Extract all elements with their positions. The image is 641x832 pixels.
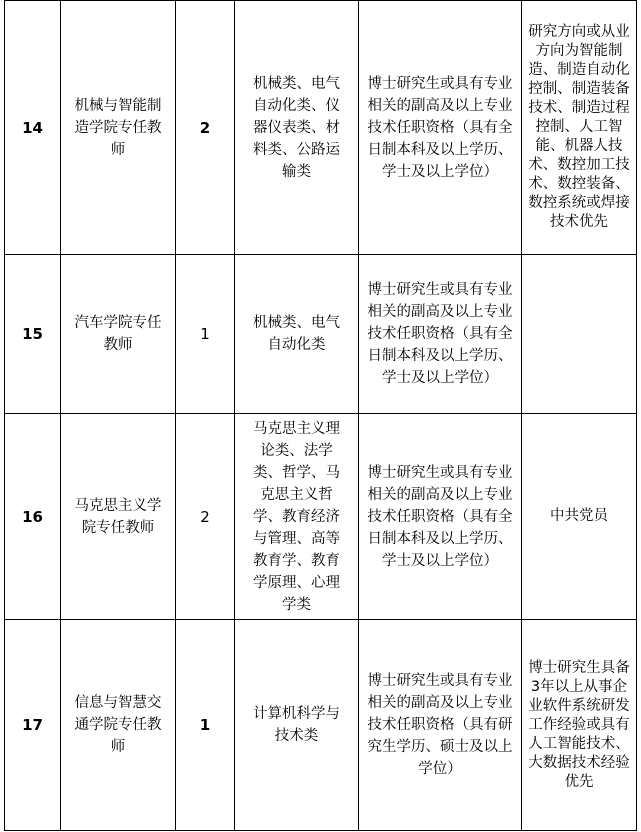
hiring-count: 2 — [176, 1, 235, 255]
recruitment-table — [4, 0, 637, 831]
other-requirement: 研究方向或从业方向为智能制造、制造自动化控制、制造装备技术、制造过程控制、人工智能、机器人技术、数控加工技术、数控装备、数控系统或焊接技术优先 — [522, 1, 637, 255]
table-row — [5, 620, 637, 831]
row-number: 15 — [5, 255, 61, 414]
qualification-requirement: 博士研究生或具有专业相关的副高及以上专业技术任职资格（具有全日制本科及以上学历、学士及以上学位） — [359, 414, 522, 620]
other-requirement — [522, 255, 637, 414]
hiring-count: 1 — [176, 620, 235, 831]
row-number: 17 — [5, 620, 61, 831]
position-name: 汽车学院专任教师 — [61, 255, 176, 414]
position-name: 机械与智能制造学院专任教师 — [61, 1, 176, 255]
hiring-count: 2 — [176, 414, 235, 620]
major-requirement: 计算机科学与技术类 — [235, 620, 359, 831]
table-row — [5, 255, 637, 414]
other-requirement: 博士研究生具备3年以上从事企业软件系统研发工作经验或具有人工智能技术、大数据技术经验优先 — [522, 620, 637, 831]
qualification-requirement: 博士研究生或具有专业相关的副高及以上专业技术任职资格（具有全日制本科及以上学历、学士及以上学位） — [359, 1, 522, 255]
position-name: 马克思主义学院专任教师 — [61, 414, 176, 620]
position-name: 信息与智慧交通学院专任教师 — [61, 620, 176, 831]
major-requirement: 机械类、电气自动化类 — [235, 255, 359, 414]
other-requirement: 中共党员 — [522, 414, 637, 620]
hiring-count: 1 — [176, 255, 235, 414]
table-row — [5, 414, 637, 620]
qualification-requirement: 博士研究生或具有专业相关的副高及以上专业技术任职资格（具有研究生学历、硕士及以上学位） — [359, 620, 522, 831]
major-requirement: 机械类、电气自动化类、仪器仪表类、材料类、公路运输类 — [235, 1, 359, 255]
row-number: 14 — [5, 1, 61, 255]
qualification-requirement: 博士研究生或具有专业相关的副高及以上专业技术任职资格（具有全日制本科及以上学历、学士及以上学位） — [359, 255, 522, 414]
row-number: 16 — [5, 414, 61, 620]
major-requirement: 马克思主义理论类、法学类、哲学、马克思主义哲学、教育经济与管理、高等教育学、教育学原理、心理学类 — [235, 414, 359, 620]
table-row — [5, 1, 637, 255]
